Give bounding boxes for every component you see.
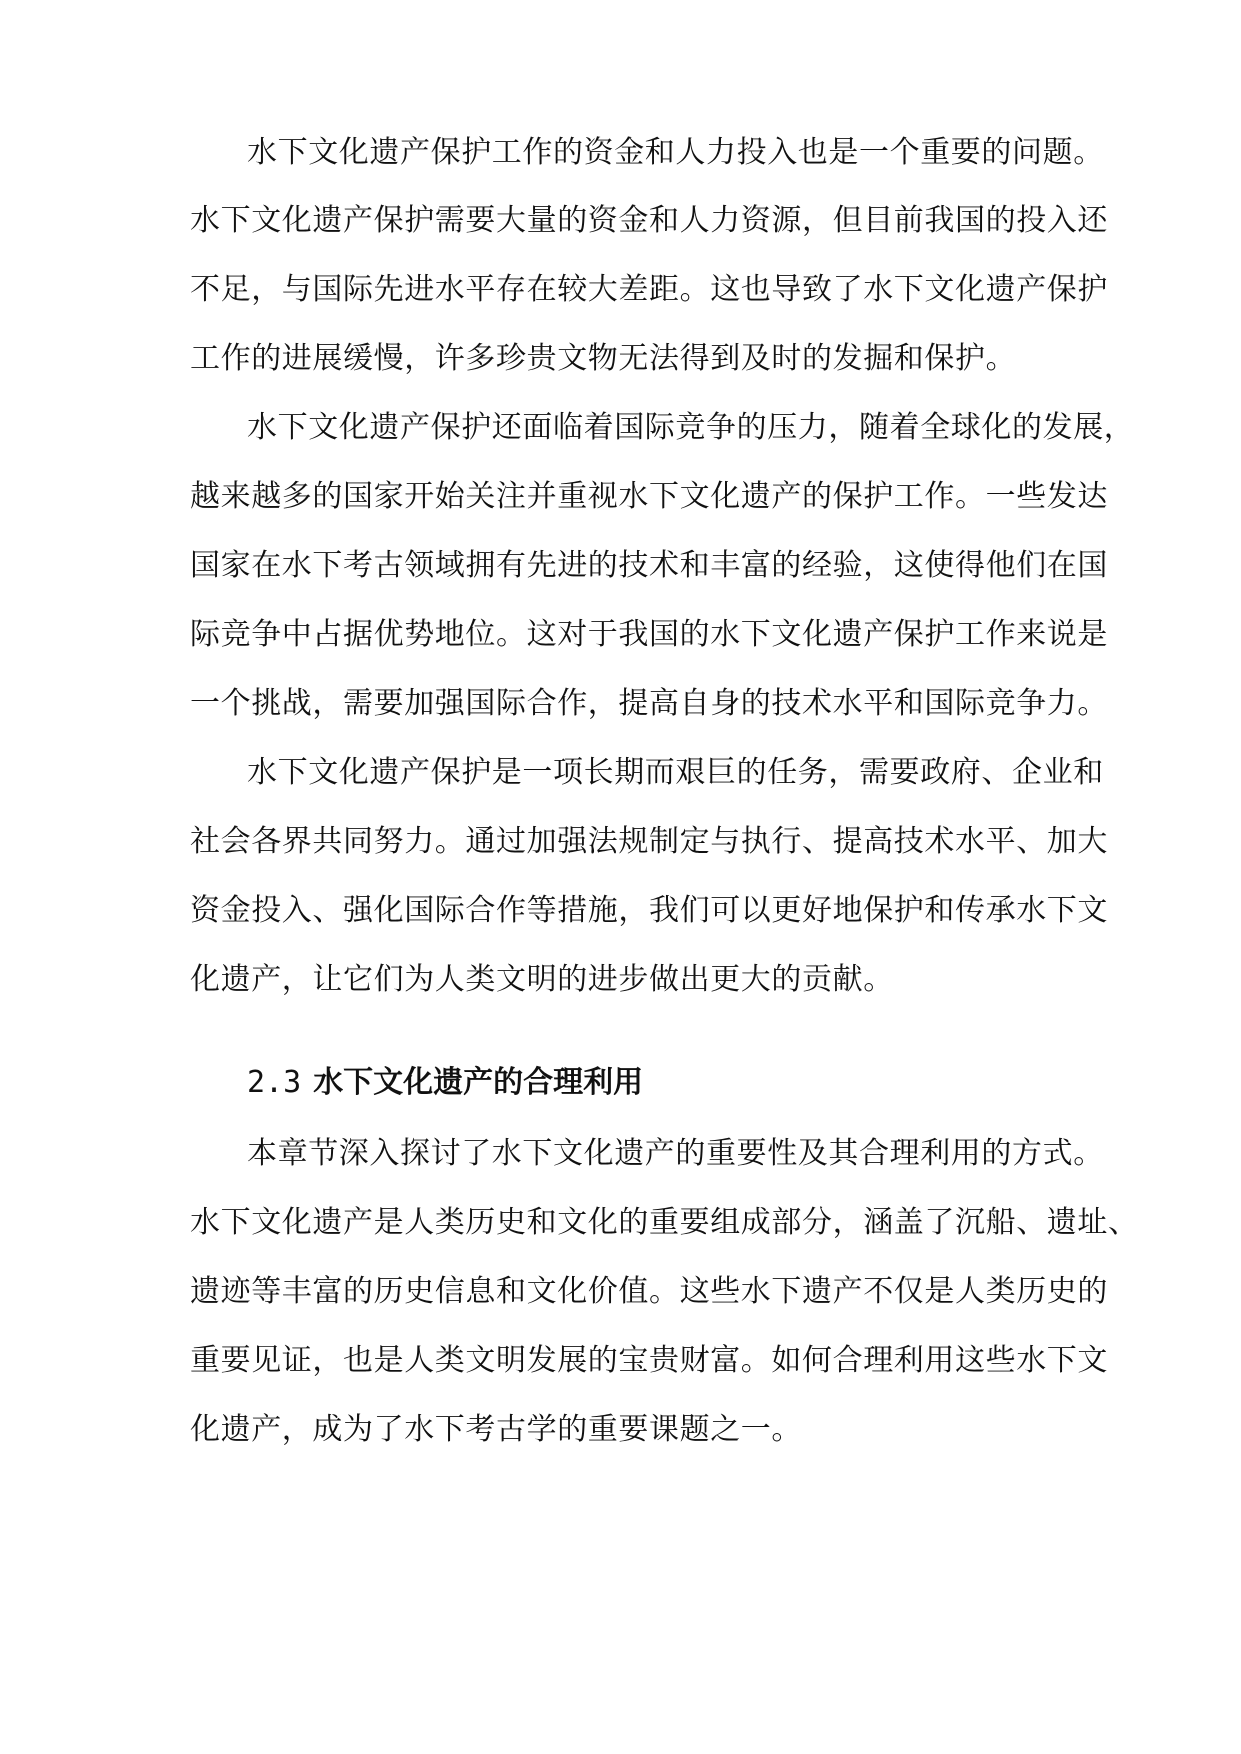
section-paragraph-line-1: 本章节深入探讨了水下文化遗产的重要性及其合理利用的方式。 <box>247 1136 1104 1171</box>
paragraph-2-line-1: 水下文化遗产保护还面临着国际竞争的压力，随着全球化的发展， <box>247 410 1135 445</box>
paragraph-2-line-4: 际竞争中占据优势地位。这对于我国的水下文化遗产保护工作来说是 <box>190 617 1108 652</box>
paragraph-3-line-1: 水下文化遗产保护是一项长期而艰巨的任务，需要政府、企业和 <box>247 755 1104 790</box>
section-paragraph-line-5: 化遗产，成为了水下考古学的重要课题之一。 <box>190 1412 802 1447</box>
paragraph-3-line-4: 化遗产，让它们为人类文明的进步做出更大的贡献。 <box>190 962 894 997</box>
section-number: 2.3 <box>247 1065 302 1100</box>
section-heading <box>247 1063 643 1103</box>
section-title: 水下文化遗产的合理利用 <box>313 1065 644 1100</box>
section-paragraph-line-4: 重要见证，也是人类文明发展的宝贵财富。如何合理利用这些水下文 <box>190 1343 1108 1378</box>
paragraph-2-line-3: 国家在水下考古领域拥有先进的技术和丰富的经验，这使得他们在国 <box>190 548 1108 583</box>
paragraph-3-line-3: 资金投入、强化国际合作等措施，我们可以更好地保护和传承水下文 <box>190 893 1108 928</box>
paragraph-1-line-2: 水下文化遗产保护需要大量的资金和人力资源，但目前我国的投入还 <box>190 203 1108 238</box>
section-paragraph-line-2: 水下文化遗产是人类历史和文化的重要组成部分，涵盖了沉船、遗址、 <box>190 1205 1139 1240</box>
paragraph-3-line-2: 社会各界共同努力。通过加强法规制定与执行、提高技术水平、加大 <box>190 824 1108 859</box>
section-paragraph-line-3: 遗迹等丰富的历史信息和文化价值。这些水下遗产不仅是人类历史的 <box>190 1274 1108 1309</box>
paragraph-2-line-2: 越来越多的国家开始关注并重视水下文化遗产的保护工作。一些发达 <box>190 479 1108 514</box>
paragraph-2-line-5: 一个挑战，需要加强国际合作，提高自身的技术水平和国际竞争力。 <box>190 686 1108 721</box>
paragraph-1-line-4: 工作的进展缓慢，许多珍贵文物无法得到及时的发掘和保护。 <box>190 341 1017 376</box>
paragraph-1-line-1: 水下文化遗产保护工作的资金和人力投入也是一个重要的问题。 <box>247 135 1104 170</box>
paragraph-1-line-3: 不足，与国际先进水平存在较大差距。这也导致了水下文化遗产保护 <box>190 272 1108 307</box>
